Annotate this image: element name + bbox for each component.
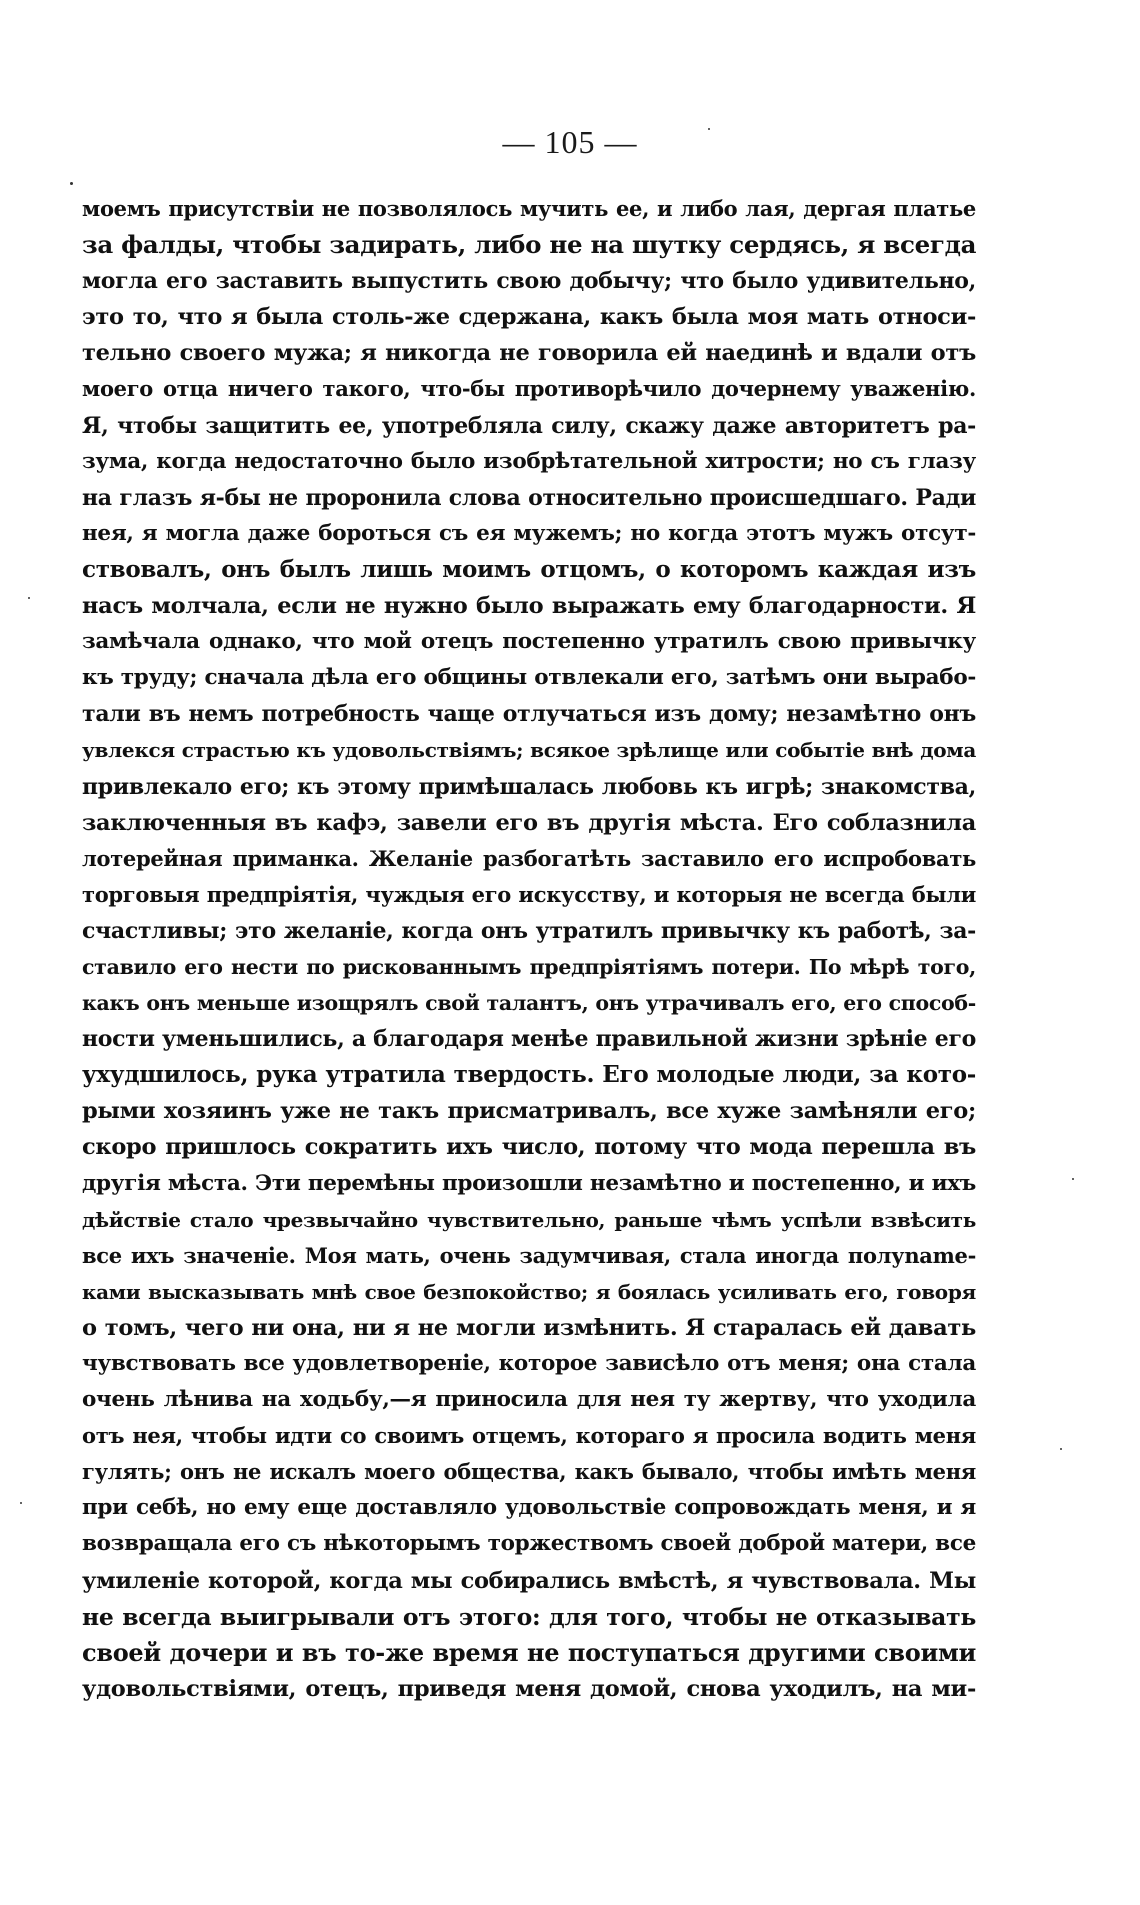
text-line: гулять; онъ не искалъ моего общества, какъ бывало, чтобы имѣть меня	[82, 1459, 976, 1485]
text-line: за фалды, чтобы задирать, либо не на шутку сердясь, я всегда	[82, 230, 976, 260]
text-line: привлекало его; къ этому примѣшалась любовь къ игрѣ; знакомства,	[82, 773, 976, 800]
text-line: насъ молчала, если не нужно было выражать ему благодарности. Я	[82, 593, 976, 620]
text-line: какъ онъ меньше изощрялъ свой талантъ, онъ утрачивалъ его, его способ-	[82, 991, 976, 1016]
text-line: все ихъ значеніе. Моя мать, очень задумчивая, стала иногда полуname-	[82, 1242, 976, 1268]
text-line: при себѣ, но ему еще доставляло удовольствіе сопровождать меня, и я	[82, 1495, 976, 1521]
text-line: возвращала его съ нѣкоторымъ торжествомъ своей доброй матери, все	[82, 1531, 976, 1557]
text-line: ками высказывать мнѣ свое безпокойство; я боялась усиливать его, говоря	[82, 1279, 976, 1304]
text-line: моего отца ничего такого, что-бы противорѣчило дочернему уваженію.	[82, 376, 976, 402]
page-number: — 105 —	[502, 124, 638, 160]
text-line: счастливы; это желаніе, когда онъ утратилъ привычку къ работѣ, за-	[82, 917, 976, 944]
scan-speck	[70, 182, 73, 185]
text-line: не всегда выигрывали отъ этого: для того, чтобы не отказывать	[82, 1602, 976, 1631]
text-line: скоро пришлось сократить ихъ число, потому что мода перешла въ	[82, 1134, 976, 1161]
text-line: ухудшилось, рука утратила твердость. Его молодые люди, за кото-	[82, 1061, 976, 1089]
text-line: моемъ присутствіи не позволялось мучить ее, и либо лая, дергая платье	[82, 196, 976, 221]
scan-speck	[20, 1502, 22, 1504]
text-line: удовольствіями, отецъ, приведя меня домой, снова уходилъ, на ми-	[82, 1675, 976, 1702]
text-line: на глазъ я-бы не проронила слова относительно происшедшаго. Ради	[82, 484, 976, 511]
text-line: очень лѣнива на ходьбу,—я приносила для нея ту жертву, что уходила	[82, 1387, 976, 1413]
text-line: отъ нея, чтобы идти со своимъ отцемъ, котораго я просила водить меня	[82, 1423, 976, 1449]
text-line: лотерейная приманка. Желаніе разбогатѣть заставило его испробовать	[82, 845, 976, 871]
text-line: это то, что я была столь-же сдержана, какъ была моя мать относи-	[82, 304, 976, 331]
text-line: увлекся страстью къ удовольствіямъ; всякое зрѣлище или событіе внѣ дома	[82, 738, 976, 763]
text-line: умиленіе которой, когда мы собирались вмѣстѣ, я чувствовала. Мы	[82, 1567, 976, 1594]
text-line: тельно своего мужа; я никогда не говорила ей наединѣ и вдали отъ	[82, 340, 976, 367]
text-line: другія мѣста. Эти перемѣны произошли незамѣтно и постепенно, и ихъ	[82, 1170, 976, 1196]
scan-speck	[708, 128, 710, 130]
text-line: къ труду; сначала дѣла его общины отвлекали его, затѣмъ они вырабо-	[82, 665, 976, 691]
text-line: чувствовать все удовлетвореніе, которое зависѣло отъ меня; она стала	[82, 1351, 976, 1376]
text-line: о томъ, чего ни она, ни я не могли измѣнить. Я старалась ей давать	[82, 1314, 976, 1341]
scan-speck	[1072, 1178, 1074, 1180]
scan-speck	[1060, 1448, 1062, 1450]
text-line: дѣйствіе стало чрезвычайно чувствительно, раньше чѣмъ успѣли взвѣсить	[82, 1207, 976, 1232]
scan-speck	[28, 597, 30, 599]
body-text	[82, 191, 976, 1707]
text-line: нея, я могла даже бороться съ ея мужемъ; но когда этотъ мужъ отсут-	[82, 520, 976, 546]
text-line: могла его заставить выпустить свою добычу; что было удивительно,	[82, 268, 976, 295]
text-line: зума, когда недостаточно было изобрѣтательной хитрости; но съ глазу	[82, 448, 976, 474]
text-line: торговыя предпріятія, чуждыя его искусству, и которыя не всегда были	[82, 881, 976, 907]
text-line: Я, чтобы защитить ее, употребляла силу, скажу даже авторитетъ ра-	[82, 412, 976, 439]
text-line: ствовалъ, онъ былъ лишь моимъ отцомъ, о которомъ каждая изъ	[82, 555, 976, 583]
text-line: своей дочери и въ то-же время не поступаться другими своими	[82, 1637, 976, 1667]
text-line: ности уменьшились, а благодаря менѣе правильной жизни зрѣніе его	[82, 1026, 976, 1053]
text-line: рыми хозяинъ уже не такъ присматривалъ, все хуже замѣняли его;	[82, 1098, 976, 1125]
text-line: замѣчала однако, что мой отецъ постепенно утратилъ свою привычку	[82, 629, 976, 655]
text-line: заключенныя въ кафэ, завели его въ другія мѣста. Его соблазнила	[82, 809, 976, 836]
text-line: тали въ немъ потребность чаще отлучаться изъ дому; незамѣтно онъ	[82, 701, 976, 728]
text-line: ставило его нести по рискованнымъ предпріятіямъ потери. По мѣрѣ того,	[82, 954, 976, 979]
